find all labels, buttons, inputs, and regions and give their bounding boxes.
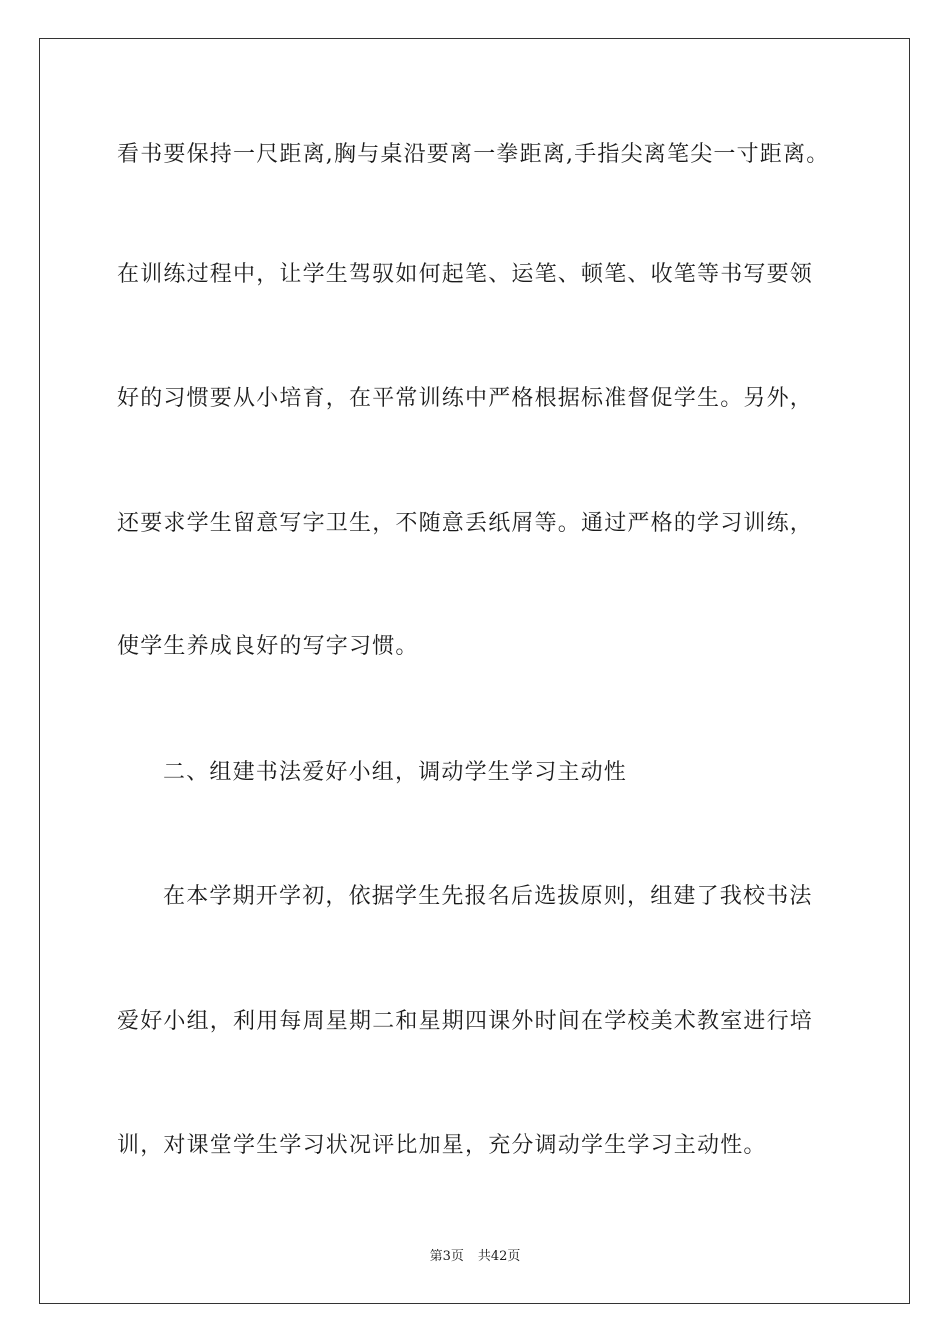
- body-text-line-3: 好的习惯要从小培育，在平常训练中严格根据标准督促学生。另外，: [117, 386, 814, 411]
- section-heading: 二、组建书法爱好小组，调动学生学习主动性: [163, 760, 628, 785]
- body-text-line-1: 看书要保持一尺距离,胸与桌沿要离一拳距离,手指尖离笔尖一寸距离。: [117, 142, 830, 167]
- body-text-line-4: 还要求学生留意写字卫生，不随意丢纸屑等。通过严格的学习训练，: [117, 511, 814, 536]
- body-text-line-5: 使学生养成良好的写字习惯。: [117, 634, 419, 659]
- body-text-line-8: 训，对课堂学生学习状况评比加星，充分调动学生学习主动性。: [117, 1133, 767, 1158]
- page-number: 第3页: [429, 1249, 464, 1264]
- body-text-line-7: 爱好小组，利用每周星期二和星期四课外时间在学校美术教室进行培: [117, 1009, 814, 1034]
- page-footer: [0, 1248, 950, 1266]
- body-text-line-2: 在训练过程中，让学生驾驭如何起笔、运笔、顿笔、收笔等书写要领: [117, 262, 814, 287]
- body-text-line-6: 在本学期开学初，依据学生先报名后选拔原则，组建了我校书法: [163, 884, 813, 909]
- page-border: [39, 38, 910, 1304]
- page-total: 共42页: [477, 1249, 521, 1264]
